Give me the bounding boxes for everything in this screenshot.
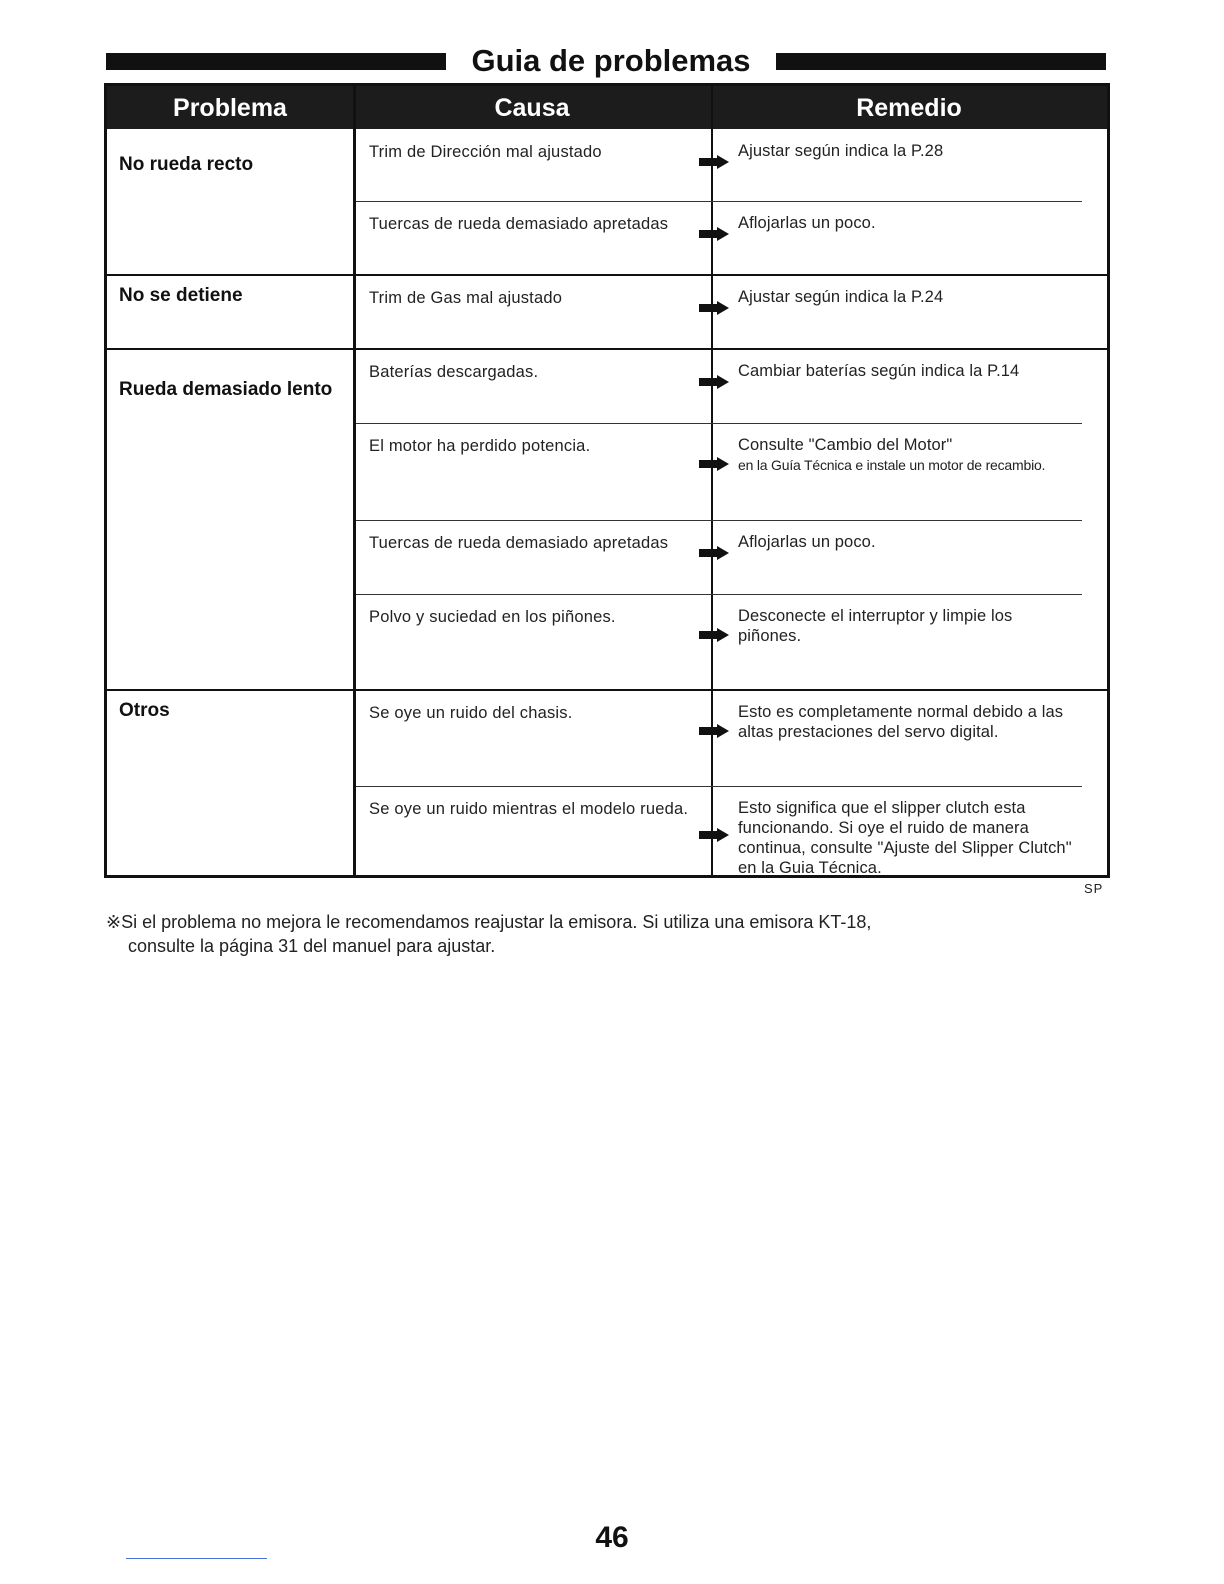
title-bar-left [106,53,446,70]
remedy-text [738,532,1104,552]
right-arrow-icon [699,828,729,842]
right-arrow-icon [699,301,729,315]
row-divider [356,423,1082,424]
group-divider [107,274,1107,276]
cause-text: Tuercas de rueda demasiado apretadas [369,534,669,552]
right-arrow-icon [699,375,729,389]
cause-text: Polvo y suciedad en los piñones. [369,608,616,626]
remedy-text [738,798,1104,878]
troubleshooting-table [104,83,1110,878]
remedy-line: piñones. [738,627,802,645]
page-title: Guia de problemas [471,43,751,78]
remedy-line: Aflojarlas un poco. [738,533,876,551]
cause-text: Trim de Gas mal ajustado [369,289,563,307]
page-number: 46 [595,1521,629,1554]
remedy-line: Consulte "Cambio del Motor" [738,436,953,454]
row-divider [356,520,1082,521]
problem-label: No se detiene [119,285,243,306]
remedy-line: funcionando. Si oye el ruido de manera [738,819,1029,837]
remedy-text [738,141,1104,161]
remedy-line: en la Guia Técnica. [738,859,882,877]
group-divider [107,689,1107,691]
remedy-text [738,435,1104,475]
footnote [106,910,871,958]
footer-link-line [126,1558,267,1559]
problem-label: Otros [119,700,170,721]
remedy-text [738,361,1104,381]
cause-text: Baterías descargadas. [369,363,539,381]
remedy-line: Ajustar según indica la P.28 [738,142,944,160]
row-divider [356,786,1082,787]
right-arrow-icon [699,457,729,471]
page-header [106,44,1106,80]
note-line-1: Si el problema no mejora le recomendamos reajustar la emisora. Si utiliza una emisora KT-18, [121,912,872,932]
cause-text: Se oye un ruido del chasis. [369,704,573,722]
cause-text: Tuercas de rueda demasiado apretadas [369,215,669,233]
right-arrow-icon [699,546,729,560]
remedy-line: Desconecte el interruptor y limpie los [738,607,1013,625]
remedy-line: Esto es completamente normal debido a las [738,703,1064,721]
right-arrow-icon [699,724,729,738]
cause-text: Se oye un ruido mientras el modelo rueda. [369,800,689,818]
table-header [107,86,1107,129]
cause-text: Trim de Dirección mal ajustado [369,143,602,161]
remedy-line: en la Guía Técnica e instale un motor de recambio. [738,457,1046,473]
right-arrow-icon [699,227,729,241]
note-line-2: consulte la página 31 del manuel para ajustar. [128,936,496,956]
header-problem: Problema [173,94,287,122]
right-arrow-icon [699,155,729,169]
language-code: SP [1084,881,1104,896]
remedy-text [738,213,1104,233]
note-symbol: ※ [106,912,122,932]
remedy-line: Aflojarlas un poco. [738,214,876,232]
header-remedy: Remedio [856,94,962,122]
remedy-text [738,606,1104,646]
right-arrow-icon [699,628,729,642]
remedy-line: Esto significa que el slipper clutch esta [738,799,1026,817]
problem-label: Rueda demasiado lento [119,379,333,400]
group-divider [107,348,1107,350]
remedy-text [738,702,1104,742]
remedy-line: Ajustar según indica la P.24 [738,288,944,306]
row-divider [356,594,1082,595]
column-divider-cause [711,86,713,875]
remedy-line: continua, consulte "Ajuste del Slipper Clutch" [738,839,1072,857]
remedy-line: Cambiar baterías según indica la P.14 [738,362,1020,380]
header-cause: Causa [494,94,570,122]
problem-label: No rueda recto [119,154,254,175]
cause-text: El motor ha perdido potencia. [369,437,591,455]
row-divider [356,201,1082,202]
remedy-line: altas prestaciones del servo digital. [738,723,999,741]
column-divider-problem [353,86,356,875]
remedy-text [738,287,1104,307]
title-bar-right [776,53,1106,70]
